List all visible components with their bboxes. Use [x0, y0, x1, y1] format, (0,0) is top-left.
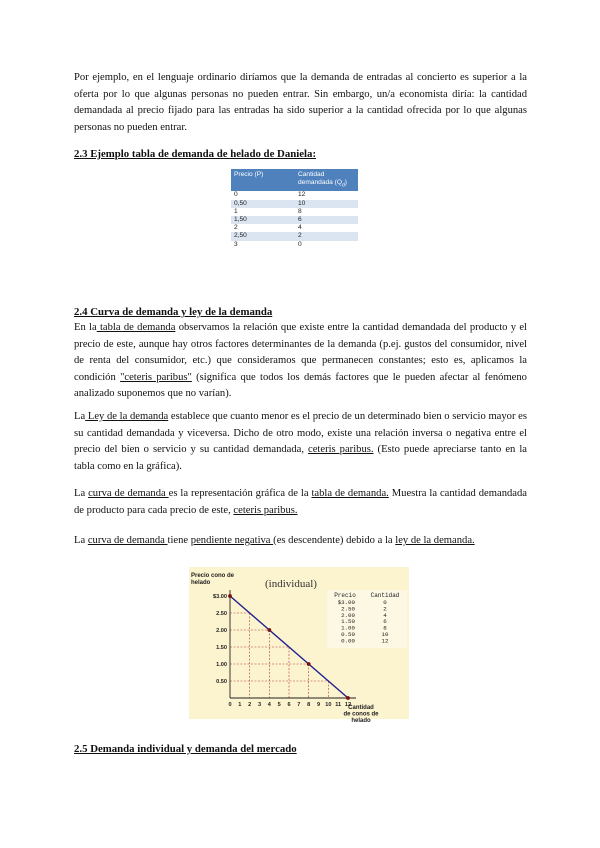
table-row	[231, 208, 358, 216]
inset-cell-quantity: 0	[383, 599, 387, 606]
chart-title: (individual)	[265, 578, 317, 590]
inset-cell-price: 0.50	[341, 631, 355, 638]
link-ley-de-la-demanda[interactable]: ley de la demanda.	[395, 535, 475, 546]
demand-curve-chart	[189, 567, 409, 724]
intro-paragraph: Por ejemplo, en el lenguaje ordinario diríamos que la demanda de entradas al concierto es superior a la oferta por lo que algunas personas no pueden entrar. Sin embargo, un/a economista diría: la cantidad demandada al precio fijado para las entradas ha sido superior a la cantidad ofrecida por lo que algunas personas no pueden entrar.	[74, 72, 527, 133]
section-24-paragraph-3: La curva de demanda es la representación gráfica de la tabla de demanda. Muestra la cantidad demandada de producto para cada precio de este, ceteris paribus.	[74, 488, 527, 516]
section-25-heading: 2.5 Demanda individual y demanda del mercado	[74, 743, 297, 755]
link-ceteris-paribus[interactable]: ceteris paribus.	[308, 444, 374, 456]
inset-cell-price: $3.00	[337, 599, 355, 606]
table-row	[231, 241, 358, 249]
y-tick-label: 2.50	[216, 611, 227, 617]
link-ceteris-paribus[interactable]: ceteris paribus.	[233, 504, 298, 516]
inset-cell-price: 0.00	[341, 637, 355, 645]
inset-cell-quantity: 12	[381, 637, 389, 645]
x-tick-label: 7	[297, 702, 301, 708]
inset-cell-price: 2.50	[341, 605, 355, 613]
data-point	[346, 696, 350, 700]
x-tick-label: 9	[316, 702, 321, 708]
demand-table-header-quantity: Cantidad demandada $(Q_d)$	[295, 169, 358, 191]
link-curva-de-demanda[interactable]: curva de demanda	[87, 535, 168, 546]
table-cell-quantity: 0	[295, 241, 358, 249]
table-cell-price: 0	[231, 191, 295, 199]
table-cell-price: 2	[231, 224, 295, 232]
table-cell-quantity: 10	[295, 200, 358, 208]
x-tick-label: 8	[307, 702, 311, 708]
inset-cell-quantity: 10	[381, 631, 389, 638]
table-cell-quantity: 12	[295, 191, 358, 199]
table-cell-quantity: 2	[295, 232, 358, 240]
x-tick-label: 2	[248, 702, 252, 708]
demand-table-header-price: Precio (P)	[231, 169, 295, 191]
link-ley-de-la-demanda[interactable]: Ley de la demanda	[85, 411, 169, 422]
demand-curve-figure	[189, 567, 409, 724]
inset-cell-price: 1.00	[341, 624, 355, 632]
table-cell-price: 0,50	[231, 200, 295, 208]
inset-cell-quantity: 6	[383, 618, 387, 626]
y-tick-label: 2.00	[216, 628, 227, 634]
inset-cell-quantity: 8	[383, 624, 387, 632]
data-point	[307, 662, 311, 666]
data-point	[267, 628, 271, 632]
x-tick-label: 5	[277, 702, 281, 708]
x-tick-label: 1	[238, 702, 242, 708]
section-24-paragraph-1: En la tabla de demanda observamos la relación que existe entre la cantidad demandada del producto y el precio de este, aunque hay otros factores determinantes de la demanda (p.ej. gustos del consumidor, nivel de renta del consumidor, etc.) que consideramos que permanecen constantes; esto es, aplicamos la condición "ceteris paribus" (significa que todos los demás factores que le pueden afectar al fenómeno analizado suponemos que no varían).	[74, 322, 528, 400]
x-tick-label: 6	[287, 702, 291, 708]
x-tick-label: 3	[257, 702, 262, 708]
table-cell-quantity: 8	[295, 208, 358, 216]
x-tick-label: 12	[344, 702, 352, 708]
inset-header-quantity: Cantidad	[370, 592, 400, 599]
inset-cell-price: 2.00	[341, 611, 355, 619]
y-axis-label: Precio cono de helado	[191, 573, 235, 586]
link-tabla-de-demanda[interactable]: tabla de demanda.	[311, 488, 389, 499]
data-point	[228, 594, 232, 598]
link-ceteris-paribus[interactable]: "ceteris paribus"	[120, 371, 192, 383]
link-curva-de-demanda[interactable]: curva de demanda	[88, 488, 169, 499]
link-pendiente-negativa[interactable]: pendiente negativa	[190, 535, 274, 546]
demand-table-header	[231, 169, 358, 191]
table-cell-quantity: 6	[295, 216, 358, 224]
link-tabla-de-demanda[interactable]: tabla de demanda	[96, 322, 176, 333]
table-cell-quantity: 4	[295, 224, 358, 232]
table-row	[231, 191, 358, 199]
demand-table	[231, 169, 358, 249]
y-tick-label: 1.50	[216, 645, 227, 651]
guide-lines	[230, 613, 328, 698]
x-tick-label: 4	[267, 702, 271, 708]
section-23-heading: 2.3 Ejemplo tabla de demanda de helado de Daniela:	[74, 148, 317, 160]
inset-cell-price: 1.50	[341, 618, 355, 626]
table-row	[231, 224, 358, 232]
table-cell-price: 1	[231, 208, 295, 216]
section-24-heading: 2.4 Curva de demanda y ley de la demanda	[74, 306, 273, 318]
inset-header-price: Precio	[334, 592, 356, 599]
section-24-paragraph-4: La curva de demanda tiene pendiente negativa (es descendente) debido a la ley de la demanda.	[74, 535, 475, 546]
y-tick-label: 0.50	[216, 679, 227, 685]
table-cell-price: 1,50	[231, 216, 295, 224]
table-row	[231, 232, 358, 240]
x-tick-label: 11	[335, 702, 342, 708]
x-tick-label: 0	[228, 702, 232, 708]
y-tick-label: 1.00	[216, 662, 227, 668]
table-cell-price: 3	[231, 241, 295, 249]
inset-table	[327, 590, 407, 648]
table-cell-price: 2,50	[231, 232, 295, 240]
y-tick-label: $3.00	[213, 594, 227, 600]
inset-cell-quantity: 4	[383, 611, 387, 619]
table-row	[231, 200, 358, 208]
section-24-paragraph-2: La Ley de la demanda establece que cuanto menor es el precio de un determinado bien o servicio mayor es su cantidad demandada y viceversa. Dicho de otro modo, existe una relación inversa o negativa entre el precio del bien o servicio y su cantidad demandada, ceteris paribus. (Esto puede apreciarse tanto en la tabla como en la gráfica).	[74, 411, 527, 472]
x-tick-label: 10	[325, 702, 332, 708]
inset-cell-quantity: 2	[383, 605, 387, 613]
table-row	[231, 216, 358, 224]
x-axis-label: Cantidad de conos de helado	[343, 705, 379, 724]
